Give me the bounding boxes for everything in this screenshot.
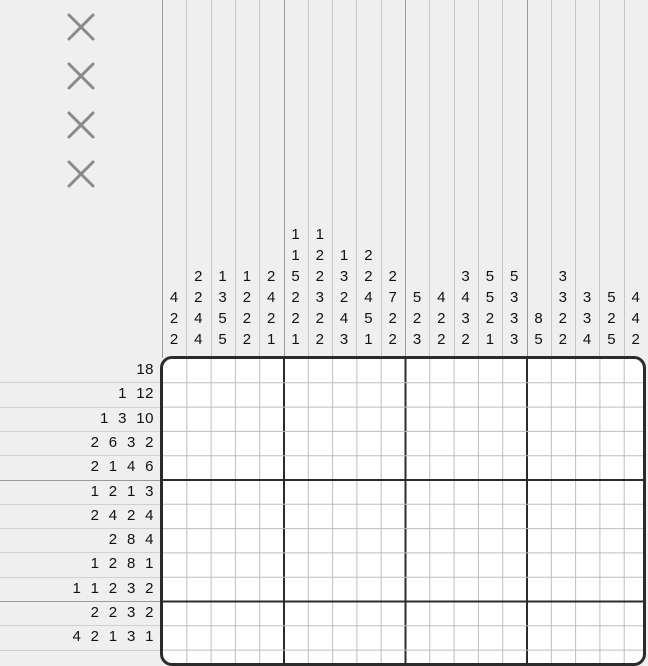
column-clue — [478, 266, 502, 350]
clue-number: 2 — [242, 310, 252, 327]
column-clue — [308, 224, 332, 350]
clue-number: 5 — [485, 289, 495, 306]
clue-number: 3 — [558, 289, 567, 306]
clue-number: 1 — [315, 226, 324, 243]
clue-number: 4 — [169, 289, 179, 306]
clue-number: 1 — [291, 331, 300, 348]
clue-number: 4 — [339, 310, 349, 327]
clue-number: 2 — [169, 331, 179, 348]
column-clue — [575, 287, 599, 350]
clue-number: 3 — [339, 268, 349, 285]
row-clue: 2 4 2 4 — [90, 506, 154, 524]
row-clue: 1 1 2 3 2 — [72, 579, 154, 597]
clue-number: 5 — [534, 331, 543, 348]
clue-number: 2 — [242, 289, 252, 306]
clue-number: 2 — [315, 268, 324, 285]
column-clue — [332, 245, 356, 350]
clue-number: 2 — [267, 310, 276, 327]
clue-number: 3 — [315, 289, 324, 306]
column-guide-line — [527, 0, 528, 358]
clue-number: 4 — [194, 331, 203, 348]
row-clue: 2 2 3 2 — [90, 604, 154, 621]
clue-number: 2 — [315, 247, 324, 264]
clue-number: 3 — [339, 331, 349, 348]
column-clue — [599, 287, 623, 350]
clue-number: 4 — [267, 289, 276, 306]
clue-number: 2 — [194, 268, 203, 285]
row-clue: 2 8 4 — [108, 531, 154, 549]
clue-number: 4 — [437, 289, 446, 306]
column-clue — [624, 287, 648, 350]
clue-number: 3 — [510, 310, 519, 327]
clue-number: 4 — [631, 289, 640, 306]
clue-number: 3 — [412, 331, 422, 348]
column-clue — [235, 266, 259, 350]
clue-number: 2 — [267, 268, 276, 285]
close-icon[interactable] — [64, 10, 98, 44]
clue-number: 7 — [388, 289, 397, 306]
clue-number: 1 — [218, 268, 227, 285]
column-clue — [162, 287, 186, 350]
row-clue: 2 1 4 6 — [90, 458, 154, 476]
clue-number: 5 — [510, 268, 519, 285]
clue-number: 4 — [582, 331, 592, 348]
row-clue: 1 3 10 — [99, 409, 154, 427]
row-clue: 18 — [136, 361, 154, 378]
clue-number: 2 — [388, 310, 397, 327]
column-clue — [259, 266, 283, 350]
clue-number: 4 — [364, 289, 373, 306]
clue-number: 2 — [558, 310, 567, 327]
clue-number: 4 — [194, 310, 203, 327]
clue-number: 2 — [607, 310, 616, 327]
clue-number: 3 — [582, 310, 592, 327]
column-clue — [356, 245, 380, 350]
column-clue — [429, 287, 453, 350]
column-clue — [527, 308, 551, 350]
clue-number: 1 — [267, 331, 276, 348]
clue-number: 2 — [388, 331, 397, 348]
clue-number: 3 — [461, 268, 470, 285]
clue-number: 2 — [364, 268, 373, 285]
row-clue: 1 2 8 1 — [90, 555, 154, 573]
column-clue — [551, 266, 575, 350]
column-clue — [381, 266, 405, 350]
clue-number: 2 — [169, 310, 179, 327]
row-clue: 2 6 3 2 — [90, 433, 154, 451]
clue-number: 2 — [194, 289, 203, 306]
clue-number: 5 — [218, 331, 227, 348]
clue-number: 3 — [558, 268, 567, 285]
clue-number: 2 — [631, 331, 640, 348]
clue-number: 2 — [558, 331, 567, 348]
clue-number: 5 — [291, 268, 300, 285]
clue-number: 2 — [364, 247, 373, 264]
clue-number: 1 — [242, 268, 252, 285]
clue-number: 2 — [291, 289, 300, 306]
column-clue — [186, 266, 210, 350]
clue-number: 2 — [315, 310, 324, 327]
column-clue — [284, 224, 308, 350]
row-clue: 4 2 1 3 1 — [72, 628, 154, 646]
clue-number: 4 — [631, 310, 640, 327]
clue-number: 2 — [437, 331, 446, 348]
column-clue — [454, 266, 478, 350]
clue-number: 4 — [461, 289, 470, 306]
column-clue — [405, 287, 429, 350]
clue-number: 2 — [461, 331, 470, 348]
clue-number: 2 — [388, 268, 397, 285]
grid-cells[interactable] — [163, 359, 643, 663]
clue-number: 2 — [437, 310, 446, 327]
clue-number: 1 — [291, 226, 300, 243]
close-icon[interactable] — [64, 59, 98, 93]
clue-number: 5 — [218, 310, 227, 327]
clue-number: 3 — [510, 289, 519, 306]
clue-number: 1 — [485, 331, 495, 348]
close-icon[interactable] — [64, 108, 98, 142]
clue-number: 2 — [339, 289, 349, 306]
row-guide-line — [0, 650, 162, 651]
clue-number: 3 — [218, 289, 227, 306]
clue-number: 5 — [364, 310, 373, 327]
clue-number: 8 — [534, 310, 543, 327]
clue-number: 2 — [291, 310, 300, 327]
clue-number: 2 — [315, 331, 324, 348]
clue-number: 3 — [510, 331, 519, 348]
clue-number: 5 — [412, 289, 422, 306]
column-clue — [211, 266, 235, 350]
clue-number: 5 — [485, 268, 495, 285]
clue-number: 3 — [461, 310, 470, 327]
column-clue — [502, 266, 526, 350]
clue-number: 5 — [607, 289, 616, 306]
clue-number: 1 — [339, 247, 349, 264]
clue-number: 2 — [412, 310, 422, 327]
clue-number: 1 — [364, 331, 373, 348]
row-clue: 1 12 — [118, 385, 154, 403]
puzzle-grid[interactable] — [160, 356, 646, 666]
close-icon[interactable] — [64, 157, 98, 191]
clue-number: 3 — [582, 289, 592, 306]
clue-number: 5 — [607, 331, 616, 348]
row-clue: 1 2 1 3 — [90, 482, 154, 500]
clue-number: 2 — [485, 310, 495, 327]
clue-number: 2 — [242, 331, 252, 348]
clue-number: 1 — [291, 247, 300, 264]
